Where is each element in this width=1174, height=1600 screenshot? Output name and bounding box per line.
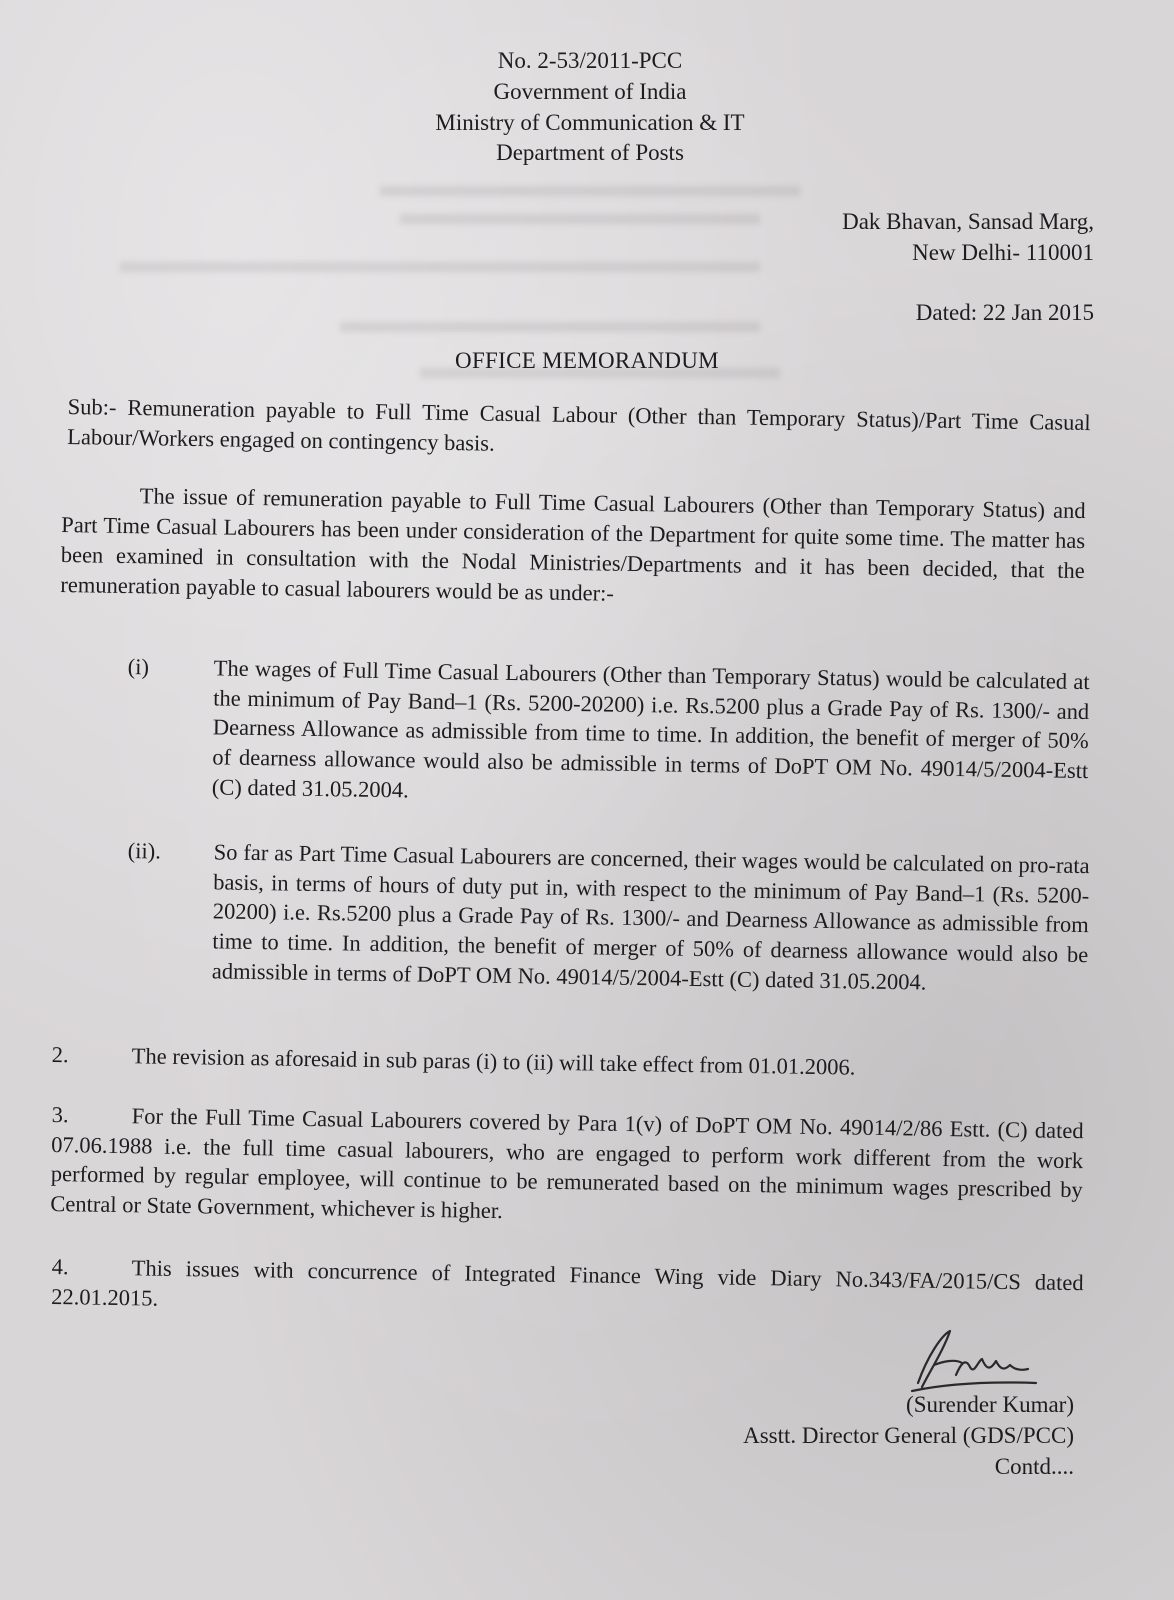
department-name: Department of Posts <box>496 140 684 166</box>
paragraph-number: 3. <box>51 1101 69 1128</box>
bleed-through-line <box>340 322 760 332</box>
paragraph-number: 4. <box>51 1253 69 1280</box>
sub-paragraph-ii <box>126 836 1090 1000</box>
sub-paragraph-number: (ii). <box>127 837 162 864</box>
paragraph-number: 2. <box>51 1041 69 1068</box>
paragraph-text: For the Full Time Casual Labourers covered by Para 1(v) of DoPT OM No. 49014/2/86 Estt. (C) dated 07.06.1988 i.e. the full time casual labourers, who are engaged to perform work different from the work performed by regular employee, will continue to be remunerated based on the minimum wages prescribed by Central or State Government, whichever is higher. <box>50 1103 1084 1224</box>
paragraph-3 <box>50 1100 1084 1235</box>
sub-paragraph-text: The wages of Full Time Casual Labourers (Other than Temporary Status) would be calculated at the minimum of Pay Band–1 (Rs. 5200-20200) i.e. Rs.5200 plus a Grade Pay of Rs. 1300/- and Dearness Allowance as admissible from time to time. In addition, the benefit of merger of 50% of dearness allowance would also be admissible in terms of DoPT OM No. 49014/5/2004-Estt (C) dated 31.05.2004. <box>211 655 1090 803</box>
reference-number: No. 2-53/2011-PCC <box>497 48 683 73</box>
bleed-through-line <box>400 214 760 224</box>
memo-subject: Sub:- Remuneration payable to Full Time Casual Labour (Other than Temporary Status)/Part Time Casual Labour/Workers engaged on contingency basis. <box>67 393 1091 456</box>
paragraph-2 <box>52 1040 1084 1086</box>
address-line-2: New Delhi- 110001 <box>912 240 1094 266</box>
paragraph-4 <box>51 1252 1084 1328</box>
continued-marker: Contd.... <box>994 1453 1074 1479</box>
memo-title: OFFICE MEMORANDUM <box>455 348 719 373</box>
ministry-name: Ministry of Communication & IT <box>435 109 745 135</box>
bleed-through-line <box>380 186 800 196</box>
paragraph-text: The revision as aforesaid in sub paras (i) to (ii) will take effect from 01.01.2006. <box>131 1043 856 1080</box>
handwritten-signature <box>900 1325 1040 1395</box>
memo-date: Dated: 22 Jan 2015 <box>915 300 1094 325</box>
letterhead <box>300 46 880 169</box>
address-line-1: Dak Bhavan, Sansad Marg, <box>842 209 1094 234</box>
signatory-designation: Asstt. Director General (GDS/PCC) <box>743 1422 1074 1448</box>
office-address <box>842 206 1094 269</box>
signatory-name: (Surender Kumar) <box>906 1392 1074 1417</box>
sub-paragraph-text: So far as Part Time Casual Labourers are concerned, their wages would be calculated on pro-rata basis, in terms of hours of duty put in, with respect to the minimum of Pay Band–1 (Rs. 5200-20200) i.e. Rs.5200 plus a Grade Pay of Rs. 1300/- and Dearness Allowance as admissible from time to time. In addition, the benefit of merger of 50% of dearness allowance would also be admissible in terms of DoPT OM No. 49014/5/2004-Estt (C) dated 31.05.2004. <box>211 839 1090 995</box>
signature-block <box>743 1390 1074 1482</box>
paragraph-text: This issues with concurrence of Integrated Finance Wing vide Diary No.343/FA/2015/CS dated 22.01.2015. <box>51 1255 1084 1311</box>
sub-paragraph-number: (i) <box>127 653 150 680</box>
sub-paragraph-i <box>126 652 1090 816</box>
government-name: Government of India <box>493 78 687 104</box>
bleed-through-line <box>120 262 760 272</box>
intro-paragraph <box>60 480 1086 616</box>
intro-text: The issue of remuneration payable to Full Time Casual Labourers (Other than Temporary Status) and Part Time Casual Labourers has been under consideration of the Department for quite some time. The matter has been examined in consultation with the Nodal Ministries/Departments and it has been decided, that the remuneration payable to casual labourers would be as under:- <box>60 483 1086 606</box>
